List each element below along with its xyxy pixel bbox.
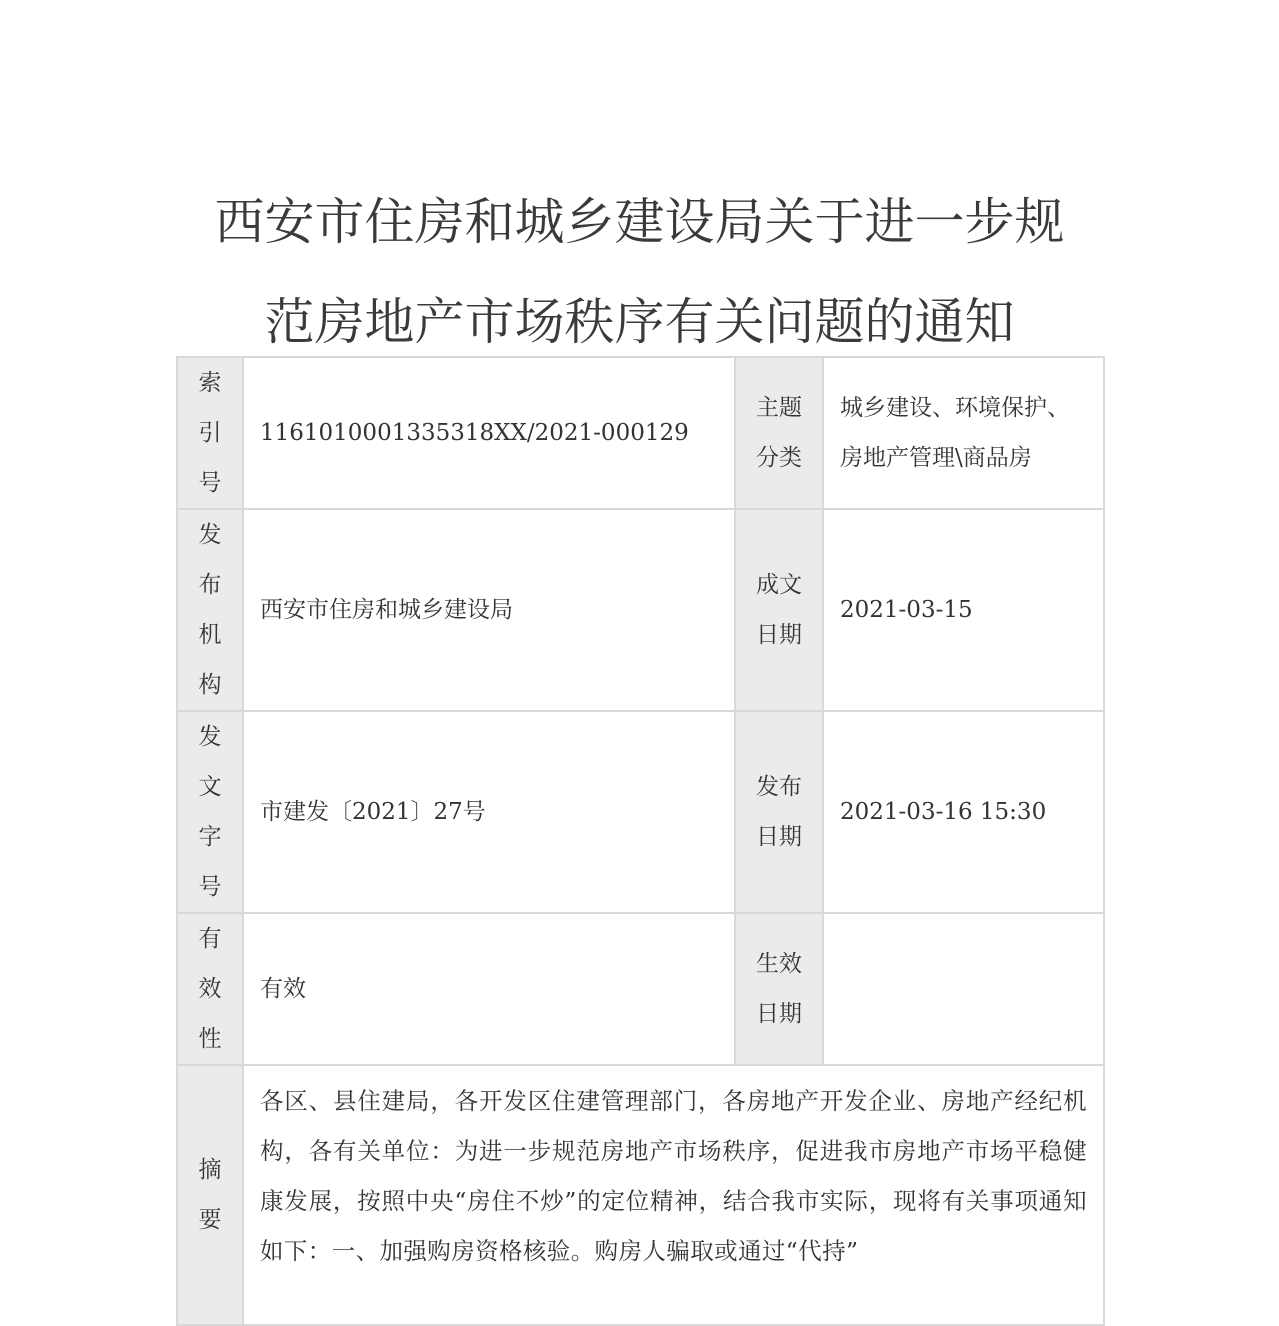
topic-category-value bbox=[823, 357, 1104, 509]
index-number-value bbox=[243, 357, 735, 509]
written-date-label bbox=[735, 509, 823, 711]
summary-label bbox=[177, 1065, 243, 1325]
document-number-label bbox=[177, 711, 243, 913]
written-date-label-text: 成文日期 bbox=[756, 572, 802, 648]
topic-category-label bbox=[735, 357, 823, 509]
summary-value-text: 各区、县住建局，各开发区住建管理部门，各房地产开发企业、房地产经纪机构，各有关单位：为进一步规范房地产市场秩序，促进我市房地产市场平稳健康发展，按照中央“房住不炒”的定位精神，结合我市实际，现将有关事项通知如下：一、加强购房资格核验。购房人骗取或通过“代持” bbox=[260, 1087, 1087, 1265]
written-date-value-text: 2021-03-15 bbox=[840, 597, 973, 623]
metadata-row-publisher bbox=[177, 509, 1104, 711]
index-number-value-text: 1161010001335318XX/2021-000129 bbox=[260, 420, 689, 446]
document-metadata-table bbox=[176, 356, 1105, 1326]
effective-date-value bbox=[823, 913, 1104, 1065]
topic-category-label-text: 主题分类 bbox=[756, 395, 802, 471]
publish-date-label-text: 发布日期 bbox=[756, 774, 802, 850]
validity-value bbox=[243, 913, 735, 1065]
publisher-value-text: 西安市住房和城乡建设局 bbox=[260, 597, 513, 623]
publish-date-value bbox=[823, 711, 1104, 913]
publisher-label bbox=[177, 509, 243, 711]
metadata-row-summary bbox=[177, 1065, 1104, 1325]
index-number-label bbox=[177, 357, 243, 509]
topic-category-value-text: 城乡建设、环境保护、房地产管理\商品房 bbox=[840, 395, 1070, 471]
validity-value-text: 有效 bbox=[260, 976, 306, 1002]
document-number-value-text: 市建发〔2021〕27号 bbox=[260, 799, 486, 825]
effective-date-label bbox=[735, 913, 823, 1065]
document-title-line-1: 西安市住房和城乡建设局关于进一步规 bbox=[214, 193, 1065, 251]
document-title bbox=[0, 172, 1279, 372]
metadata-row-index bbox=[177, 357, 1104, 509]
publish-date-value-text: 2021-03-16 15:30 bbox=[840, 799, 1047, 825]
metadata-row-validity bbox=[177, 913, 1104, 1065]
validity-label bbox=[177, 913, 243, 1065]
publisher-label-text: 发布机构 bbox=[198, 522, 222, 698]
document-number-value bbox=[243, 711, 735, 913]
written-date-value bbox=[823, 509, 1104, 711]
metadata-row-doc-number bbox=[177, 711, 1104, 913]
document-title-line-2: 范房地产市场秩序有关问题的通知 bbox=[264, 293, 1015, 351]
publish-date-label bbox=[735, 711, 823, 913]
effective-date-label-text: 生效日期 bbox=[756, 951, 802, 1027]
validity-label-text: 有效性 bbox=[198, 926, 222, 1052]
document-number-label-text: 发文字号 bbox=[198, 724, 222, 900]
summary-label-text: 摘要 bbox=[198, 1157, 222, 1233]
publisher-value bbox=[243, 509, 735, 711]
summary-value bbox=[243, 1065, 1104, 1325]
index-number-label-text: 索引号 bbox=[198, 370, 222, 496]
